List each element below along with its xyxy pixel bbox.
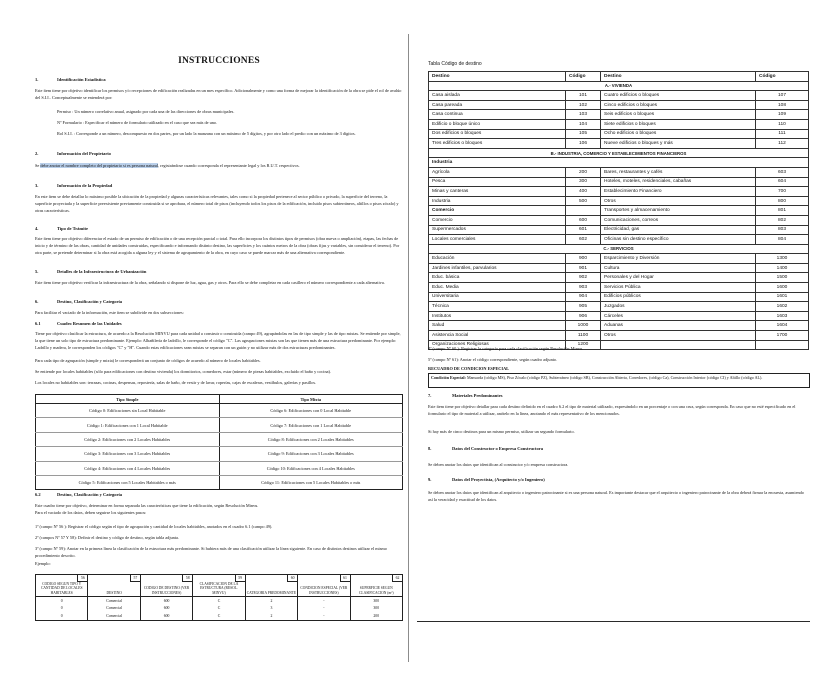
destino-cell: Cultura bbox=[601, 263, 756, 273]
step-4: 4º (campo Nº 60 ): Registrar la categoría para cada clasificación según Resolución Minvu. bbox=[428, 346, 584, 351]
page-title: INSTRUCCIONES bbox=[178, 56, 260, 66]
selected-text-highlight[interactable]: debe anotar el nombre completo del propietario si es persona natural bbox=[40, 163, 159, 168]
column-header-destino: Destino bbox=[429, 72, 566, 82]
special-condition-text: Mansarda (código MS), Piso Zócalo (código PZ), Subterráneo (código SB), Construcción Abierta, Corredores, (código Ca), Construcción Interior (código CI) y Altillo (código AL). bbox=[465, 375, 763, 380]
table-row bbox=[429, 263, 809, 273]
destino-cell: Transportes y almacenamiento bbox=[601, 206, 756, 216]
code-cell: 108 bbox=[756, 100, 809, 110]
destino-cell: Jardines infantiles, parvularios bbox=[429, 263, 566, 273]
table-cell: 3 bbox=[245, 605, 297, 613]
field-number-box: 61 bbox=[340, 575, 350, 582]
code-cell: 109 bbox=[756, 110, 809, 120]
table-row bbox=[429, 206, 809, 216]
column-header bbox=[245, 575, 297, 597]
column-header: Tipo Mixta bbox=[219, 395, 403, 404]
section-6-1-body: Tiene por objetivo clasificar la estructura, de acuerdo a la Resolución MINVU para cada unidad a construir o construida (campo 49), agrupándolas en las de tipo simple y las de tipo mixtas. Se entiende por simple, la que tiene un solo tipo de estructura predominante. Ejemplo: Albañilería de ladrillo, le corresponde el código "C". Las agrupaciones mixtas son las que tienen más de una estructura predominante. Por ejemplo: Ladrillo y madera, le corresponden los códigos "C" y "H". Cuando estas edificaciones sean mixtas se separan con un guión y no utilizar más de dos estructuras predominantes. bbox=[35, 331, 401, 350]
section-7-body: Este ítem tiene por objetivo detallar para cada destino definido en el cuadro 6.2 el tipo de material utilizado, expresándolo en un porcentaje o con una cruz, según corresponda. En caso que no esté especificado en el formulario el tipo de material a utilizar, anótelo en la línea, anotando el más representativo de los mencionados. bbox=[428, 404, 796, 416]
table-cell: - bbox=[298, 597, 350, 605]
step-1: 1º (campo Nº 56 ): Registrar el código según el tipo de agrupación y cantidad de locales habitables, anotados en el cuadro 6.1 (campo 49). bbox=[35, 524, 273, 529]
section-row bbox=[429, 81, 809, 91]
code-cell: 104 bbox=[566, 119, 601, 129]
table-caption: Tabla Código de destino bbox=[428, 61, 482, 67]
section-3-body: En este ítem se debe detallar lo máximo posible la ubicación de la propiedad y algunas características relevantes, tales como si la propiedad pertenece al sector público o privado, la superficie del terreno, la superficie proyectada y la superficie preexistente previamente construida si se aprobara, el número total de pisos (incluyendo todos los pisos de la edificación, incluido pisos subterráneos, altillos o pisos zócalo) y otras características. bbox=[35, 194, 399, 213]
column-header-codigo: Código bbox=[756, 72, 809, 82]
table-cell: - bbox=[298, 612, 350, 620]
table-row bbox=[429, 119, 809, 129]
section-number: 8. bbox=[428, 446, 432, 451]
table-cell: Código 7: Edificaciones con 1 Local Habitable bbox=[219, 418, 403, 432]
special-condition-label: Condición Especial: bbox=[431, 375, 466, 380]
example-label: Ejemplo: bbox=[35, 561, 51, 566]
section-8-body: Se deben anotar los datos que identifican al constructor y/o empresa constructora. bbox=[428, 462, 569, 467]
code-cell: 901 bbox=[566, 263, 601, 273]
section-4-heading bbox=[35, 226, 403, 233]
section-title: Materiales Predominantes bbox=[452, 393, 503, 398]
table-row bbox=[429, 187, 809, 197]
table-cell: 300 bbox=[350, 605, 402, 613]
table-cell: 0 bbox=[36, 612, 88, 620]
code-cell: 1604 bbox=[756, 321, 809, 331]
destino-cell: Asistencia Social bbox=[429, 331, 566, 341]
code-cell: 902 bbox=[566, 273, 601, 283]
code-cell: 500 bbox=[566, 196, 601, 206]
section-2-heading bbox=[35, 151, 403, 158]
code-cell: 801 bbox=[756, 206, 809, 216]
section-title: Identificación Estadística bbox=[57, 77, 106, 82]
code-cell: 110 bbox=[756, 119, 809, 129]
table-row bbox=[36, 605, 403, 613]
field-number-box: 62 bbox=[392, 575, 402, 582]
section-6-1-body-2: Para cada tipo de agrupación (simple y mixta) le corresponderá un conjunto de códigos de acuerdo al número de locales habitables. bbox=[35, 358, 261, 363]
code-cell: 803 bbox=[756, 225, 809, 235]
destino-cell: Pesca bbox=[429, 177, 566, 187]
destino-cell: Universitaria bbox=[429, 292, 566, 302]
section-number: 4. bbox=[35, 226, 39, 231]
code-cell: 905 bbox=[566, 302, 601, 312]
section-6-2-body-2: Para el vaciado de los datos, deben seguirse los siguientes pasos: bbox=[35, 510, 147, 515]
section-title: A.- VIVIENDA bbox=[429, 81, 809, 91]
definition-formulario: Nº Formulario : Especificar el número de formulario utilizado en el caso que sea más de uno. bbox=[57, 120, 218, 125]
table-row bbox=[429, 283, 809, 293]
table-row bbox=[429, 177, 809, 187]
table-row bbox=[36, 612, 403, 620]
section-7-body-2: Si hay más de cinco destinos para un mismo permiso, utilizar un segundo formulario. bbox=[428, 429, 575, 434]
table-cell: Código 1: Edificaciones con 1 Local Habitable bbox=[36, 418, 220, 432]
code-cell: 200 bbox=[566, 167, 601, 177]
table-cell: 300 bbox=[350, 597, 402, 605]
code-cell: 802 bbox=[756, 215, 809, 225]
table-row bbox=[429, 167, 809, 177]
unit-codes-table bbox=[35, 394, 403, 490]
column-header: Tipo Simple bbox=[36, 395, 220, 404]
destino-cell: Educ. básica bbox=[429, 273, 566, 283]
section-title: Tipo de Trámite bbox=[57, 226, 89, 231]
section-number: 6.1 bbox=[35, 321, 41, 326]
table-row bbox=[429, 235, 809, 245]
section-6-1-body-4: Los locales no habitables son: terrazas, cocinas, despensas, repostería, salas de baño, de vestir y de lavar, roperías, cajas de escaleras, vestíbulos, galerías y pasillos. bbox=[35, 380, 317, 385]
destino-cell: Cárceles bbox=[601, 311, 756, 321]
section-6-body: Para facilitar el vaciado de la información, este ítem se subdivide en dos subsecciones: bbox=[35, 310, 184, 315]
definition-rol: Rol S.I.I. : Corresponde a un número, descompuesto en dos partes, por un lado la manzana con un máximo de 5 dígitos, y por otro lado el predio con un máximo de 3 dígitos. bbox=[57, 131, 356, 136]
section-6-heading bbox=[35, 299, 403, 306]
destino-cell: Educ. Media bbox=[429, 283, 566, 293]
destino-cell: Juzgados bbox=[601, 302, 756, 312]
code-cell: 1602 bbox=[756, 302, 809, 312]
table-cell: Código 0: Edificaciones sin Local Habitable bbox=[36, 404, 220, 418]
section-number: 6. bbox=[35, 299, 39, 304]
field-number-box: 59 bbox=[235, 575, 245, 582]
section-2-body bbox=[35, 163, 403, 170]
code-cell: 900 bbox=[566, 254, 601, 264]
section-number: 7. bbox=[428, 393, 432, 398]
section-title: Datos del Proyectista, (Arquitecto y/o Ingeniero) bbox=[452, 477, 545, 482]
section-title: Información de la Propiedad bbox=[57, 183, 113, 188]
column-label: CODIGO DE DESTINO (VER INSTRUCCIONES) bbox=[143, 586, 190, 595]
destino-cell: Salud bbox=[429, 321, 566, 331]
code-cell: 102 bbox=[566, 100, 601, 110]
table-row bbox=[429, 139, 809, 149]
section-number: 2. bbox=[35, 151, 39, 156]
destino-cell: Institutos bbox=[429, 311, 566, 321]
code-cell: 1500 bbox=[756, 273, 809, 283]
step-3: 3º (campo Nº 59): Anotar en la primera línea la clasificación de la estructura más predominante. Si hubiera más de una clasificación utilizar la línea siguiente. En caso de distintos destinos utilizar el mismo procedimiento descrito. bbox=[35, 546, 387, 558]
destino-cell: Cinco edificios o bloques bbox=[601, 100, 756, 110]
step-2: 2º (campos Nº 57 Y 58): Definir el destino y código de destino, según tabla adjunta. bbox=[35, 535, 179, 540]
code-cell: 107 bbox=[756, 91, 809, 101]
column-header bbox=[350, 575, 402, 597]
text-run: , registrándose cuando corresponda el representante legal y los R.U.T. respectivos. bbox=[158, 163, 300, 168]
table-cell: 600 bbox=[140, 605, 192, 613]
table-row bbox=[429, 100, 809, 110]
section-1-heading bbox=[35, 77, 403, 84]
destino-cell: Dos edificios o bloques bbox=[429, 129, 566, 139]
section-title: Cuadro Resumen de las Unidades bbox=[57, 321, 122, 326]
destino-cell: Otros bbox=[601, 196, 756, 206]
table-cell: Código 2: Edificaciones con 2 Locales Habitables bbox=[36, 432, 220, 446]
destino-cell: Cuatro edificios o bloques bbox=[601, 91, 756, 101]
destino-cell: Minas y canteras bbox=[429, 187, 566, 197]
field-number-box: 60 bbox=[287, 575, 297, 582]
table-body bbox=[36, 597, 403, 621]
column-label: CLASIFICACION DE LA ESTRUCTURA (RESOL. MINVU) bbox=[199, 581, 239, 595]
section-number: 9. bbox=[428, 477, 432, 482]
table-row bbox=[429, 311, 809, 321]
code-cell: 300 bbox=[566, 177, 601, 187]
code-cell: 400 bbox=[566, 187, 601, 197]
table-cell: - bbox=[298, 605, 350, 613]
table-cell: Comercial bbox=[88, 612, 140, 620]
table-row bbox=[36, 461, 403, 475]
table-cell: C bbox=[193, 605, 245, 613]
destino-cell: Casa aislada bbox=[429, 91, 566, 101]
destino-cell: Siete edificios o bloques bbox=[601, 119, 756, 129]
table-row bbox=[429, 331, 809, 341]
table-cell: Comercial bbox=[88, 597, 140, 605]
subsection-row bbox=[429, 158, 809, 168]
section-title: Datos del Constructor o Empresa Constructora bbox=[452, 446, 543, 451]
table-row bbox=[429, 321, 809, 331]
column-header bbox=[298, 575, 350, 597]
table-cell: Código 6: Edificaciones con 0 Local Habitable bbox=[219, 404, 403, 418]
code-cell: 112 bbox=[756, 139, 809, 149]
destination-code-table bbox=[428, 71, 809, 350]
footer-rule bbox=[417, 621, 810, 622]
section-title: Destino, Clasificación y Categoría bbox=[57, 299, 122, 304]
field-number-box: 56 bbox=[77, 575, 87, 582]
table-header-row bbox=[36, 575, 403, 597]
table-row bbox=[429, 215, 809, 225]
section-title: C.- SERVICIOS bbox=[429, 244, 809, 254]
step-5: 5º (campo Nº 61): Anotar el código correspondiente, según cuadro adjunto. bbox=[428, 357, 558, 362]
table-row bbox=[36, 432, 403, 446]
section-6-2-heading bbox=[35, 492, 403, 499]
table-cell: 2 bbox=[245, 612, 297, 620]
code-cell: 603 bbox=[756, 167, 809, 177]
code-cell: 1400 bbox=[756, 263, 809, 273]
destino-cell: Supermercados bbox=[429, 225, 566, 235]
table-cell: Código 10: Edificaciones con 4 Locales Habitables bbox=[219, 461, 403, 475]
code-cell: 111 bbox=[756, 129, 809, 139]
destino-cell: Nueve edificios o bloques y más bbox=[601, 139, 756, 149]
section-title: B.- INDUSTRIA, COMERCIO Y ESTABLECIMIENTOS FINANCIEROS bbox=[429, 148, 809, 158]
destino-cell: Edificio o bloque único bbox=[429, 119, 566, 129]
table-row bbox=[36, 597, 403, 605]
destino-cell: Organizaciones Religiosas bbox=[429, 340, 566, 350]
section-9-body: Se deben anotar los datos que identifican al arquitecto o ingeniero patrocinante si es una persona natural. Es importante destacar que el arquitecto o ingeniero patrocinante de la obra deberá firmar la encuesta, asumiendo así la veracidad y exactitud de los datos. bbox=[428, 490, 804, 502]
table-row bbox=[36, 447, 403, 461]
destino-cell: Seis edificios o bloques bbox=[601, 110, 756, 120]
field-number-box: 57 bbox=[130, 575, 140, 582]
section-5-body: Este ítem tiene por objetivo verificar la infraestructura de la obra, señalando si dispone de luz, agua, gas y otros. Para ello se debe completar en cada casillero el número correspondiente a cada alternativa. bbox=[35, 280, 385, 285]
table-cell: 2 bbox=[245, 597, 297, 605]
table-row bbox=[429, 302, 809, 312]
section-title: Información del Propietario bbox=[57, 151, 111, 156]
code-cell: 101 bbox=[566, 91, 601, 101]
destino-cell: Comunicaciones, correos bbox=[601, 215, 756, 225]
column-label: DESTINO bbox=[106, 590, 122, 595]
code-cell: 1601 bbox=[756, 292, 809, 302]
section-row bbox=[429, 244, 809, 254]
destino-cell: Casa pareada bbox=[429, 100, 566, 110]
column-header bbox=[36, 575, 88, 597]
column-label: CATEGORIA PREDOMINANTE bbox=[246, 590, 297, 595]
destino-cell: Casa continua bbox=[429, 110, 566, 120]
code-cell: 1600 bbox=[756, 283, 809, 293]
column-label: CONDICION ESPECIAL (VER INSTRUCCIONES) bbox=[300, 586, 348, 595]
destino-cell: Industria bbox=[429, 196, 566, 206]
column-header bbox=[88, 575, 140, 597]
destino-cell: Hoteles, moteles, residenciales, cabañas bbox=[601, 177, 756, 187]
code-cell: 906 bbox=[566, 311, 601, 321]
destino-cell: Aduanas bbox=[601, 321, 756, 331]
destino-cell: Comercio bbox=[429, 206, 566, 216]
column-label: SUPERFICIE SEGUN CLASIFICACION (m²) bbox=[359, 586, 394, 595]
destino-cell: Educación bbox=[429, 254, 566, 264]
code-cell: 604 bbox=[756, 177, 809, 187]
column-header-destino: Destino bbox=[601, 72, 756, 82]
table-row bbox=[429, 292, 809, 302]
section-6-2-body: Este cuadro tiene por objetivo, determinar en forma separada las características que tiene la edificación, según Resolución Minvu. bbox=[35, 503, 259, 508]
code-cell: 601 bbox=[566, 225, 601, 235]
table-cell: 200 bbox=[350, 612, 402, 620]
code-cell: 602 bbox=[566, 235, 601, 245]
column-header bbox=[193, 575, 245, 597]
table-row bbox=[429, 254, 809, 264]
page-divider bbox=[408, 34, 409, 662]
section-row bbox=[429, 148, 809, 158]
table-row bbox=[36, 404, 403, 418]
table-row bbox=[429, 110, 809, 120]
code-cell: 904 bbox=[566, 292, 601, 302]
example-table bbox=[35, 574, 403, 621]
table-row bbox=[36, 475, 403, 489]
code-cell: 1200 bbox=[566, 340, 601, 350]
table-body bbox=[429, 81, 809, 350]
section-8-heading bbox=[428, 446, 808, 453]
code-cell: 804 bbox=[756, 235, 809, 245]
destino-cell: Esparcimiento y Diversión bbox=[601, 254, 756, 264]
code-cell: 600 bbox=[566, 215, 601, 225]
code-cell: 700 bbox=[756, 187, 809, 197]
text-run: Se bbox=[35, 163, 41, 168]
code-cell: 1700 bbox=[756, 331, 809, 341]
table-cell: C bbox=[193, 612, 245, 620]
destino-cell: Técnica bbox=[429, 302, 566, 312]
table-cell: 0 bbox=[36, 605, 88, 613]
table-header-row bbox=[429, 72, 809, 82]
special-condition-box bbox=[428, 373, 810, 388]
table-cell: 600 bbox=[140, 597, 192, 605]
destino-cell: Comercio bbox=[429, 215, 566, 225]
column-header-codigo: Código bbox=[566, 72, 601, 82]
table-cell: Código 8: Edificaciones con 2 Locales Habitables bbox=[219, 432, 403, 446]
definition-permiso: Permiso : Un número correlativo anual, asignado por cada una de las direcciones de obras municipales. bbox=[57, 109, 235, 114]
section-6-1-heading bbox=[35, 321, 403, 328]
code-cell: 800 bbox=[756, 196, 809, 206]
code-cell: 105 bbox=[566, 129, 601, 139]
code-cell: 103 bbox=[566, 110, 601, 120]
table-row bbox=[429, 196, 809, 206]
column-header bbox=[140, 575, 192, 597]
destino-cell: Ocho edificios o bloques bbox=[601, 129, 756, 139]
destino-cell: Electricidad, gas bbox=[601, 225, 756, 235]
special-condition-title: RECUADRO DE CONDICION ESPECIAL bbox=[428, 366, 510, 371]
table-cell: 600 bbox=[140, 612, 192, 620]
code-cell: 1100 bbox=[566, 331, 601, 341]
section-number: 3. bbox=[35, 183, 39, 188]
table-cell: Código 11: Edificaciones con 5 Locales Habitables o más bbox=[219, 475, 403, 489]
destino-cell: Establecimiento Financiero bbox=[601, 187, 756, 197]
section-9-heading bbox=[428, 477, 808, 484]
section-7-heading bbox=[428, 393, 808, 400]
code-cell: 1603 bbox=[756, 311, 809, 321]
section-5-heading bbox=[35, 269, 403, 276]
table-row bbox=[429, 225, 809, 235]
subsection-title: Industria bbox=[429, 158, 809, 168]
section-title: Detalles de la Infraestructura de Urbanización bbox=[57, 269, 147, 274]
code-cell: 903 bbox=[566, 283, 601, 293]
code-cell: 1300 bbox=[756, 254, 809, 264]
destino-cell: Servicios Pública bbox=[601, 283, 756, 293]
table-cell: Código 3: Edificaciones con 3 Locales Habitables bbox=[36, 447, 220, 461]
code-cell: 1000 bbox=[566, 321, 601, 331]
section-4-body: Este ítem tiene por objetivo diferenciar el estado de un permiso de edificación o de una recepción parcial o total. Para ello incorpora los distintos tipos de permisos (obra nueva o ampliación), etapas, las fechas de inicio y de término de las obras, cantidad de unidades construidas, especificando e informando distinto destino, las superficies y los cuántos metros de la obra (obras fijas y variables, sin considerar el terreno). Por otra parte, se pretende determinar si la obra está acogida a alguna ley y el sistema de agrupamiento de la obra, en cuyo caso se puede marcar más de una alternativa correspondiente. bbox=[35, 236, 400, 255]
table-row bbox=[429, 273, 809, 283]
section-number: 6.2 bbox=[35, 492, 41, 497]
table-cell: C bbox=[193, 597, 245, 605]
destino-cell: Oficinas sin destino específico bbox=[601, 235, 756, 245]
code-cell: 106 bbox=[566, 139, 601, 149]
table-cell: Código 9: Edificaciones con 3 Locales Habitables bbox=[219, 447, 403, 461]
destino-cell: Tres edificios o bloques bbox=[429, 139, 566, 149]
section-number: 1. bbox=[35, 77, 39, 82]
section-number: 5. bbox=[35, 269, 39, 274]
table-row bbox=[36, 418, 403, 432]
destino-cell: Edificios públicos bbox=[601, 292, 756, 302]
section-3-heading bbox=[35, 183, 403, 190]
section-1-body: Este ítem tiene por objetivo identificar los permisos y/o recepciones de edificación realizadas en un mes específico. Adicionalmente y como una forma de mejorar la identificación de la obra se pide el rol de avalúo del S.I.I.. Conceptualmente se entenderá por: bbox=[35, 88, 402, 100]
table-body bbox=[36, 404, 403, 490]
table-header-row bbox=[36, 395, 403, 404]
section-title: Destino, Clasificación y Categoría bbox=[57, 492, 122, 497]
table-cell: Código 5: Edificaciones con 5 Locales Habitables o más bbox=[36, 475, 220, 489]
table-row bbox=[429, 129, 809, 139]
column-label: CODIGO SEGUN TIPO Y CANTIDAD DE LOCALES HABITABLES bbox=[40, 581, 83, 595]
destino-cell: Personales y del Hogar bbox=[601, 273, 756, 283]
table-cell: Código 4: Edificaciones con 4 Locales Habitables bbox=[36, 461, 220, 475]
destino-cell: Agrícola bbox=[429, 167, 566, 177]
section-6-1-body-3: Se entiende por locales habitables (sólo para edificaciones con destino vivienda) los dormitorios, comedores, estar (número de piezas habitables, excluido el baño y cocina). bbox=[35, 369, 332, 374]
destino-cell: Bares, restaurantes y cafés bbox=[601, 167, 756, 177]
table-cell: Comercial bbox=[88, 605, 140, 613]
field-number-box: 58 bbox=[182, 575, 192, 582]
table-cell: 0 bbox=[36, 597, 88, 605]
code-cell bbox=[566, 206, 601, 216]
table-row bbox=[429, 91, 809, 101]
destino-cell: Otros bbox=[601, 331, 756, 341]
destino-cell: Locales comerciales bbox=[429, 235, 566, 245]
